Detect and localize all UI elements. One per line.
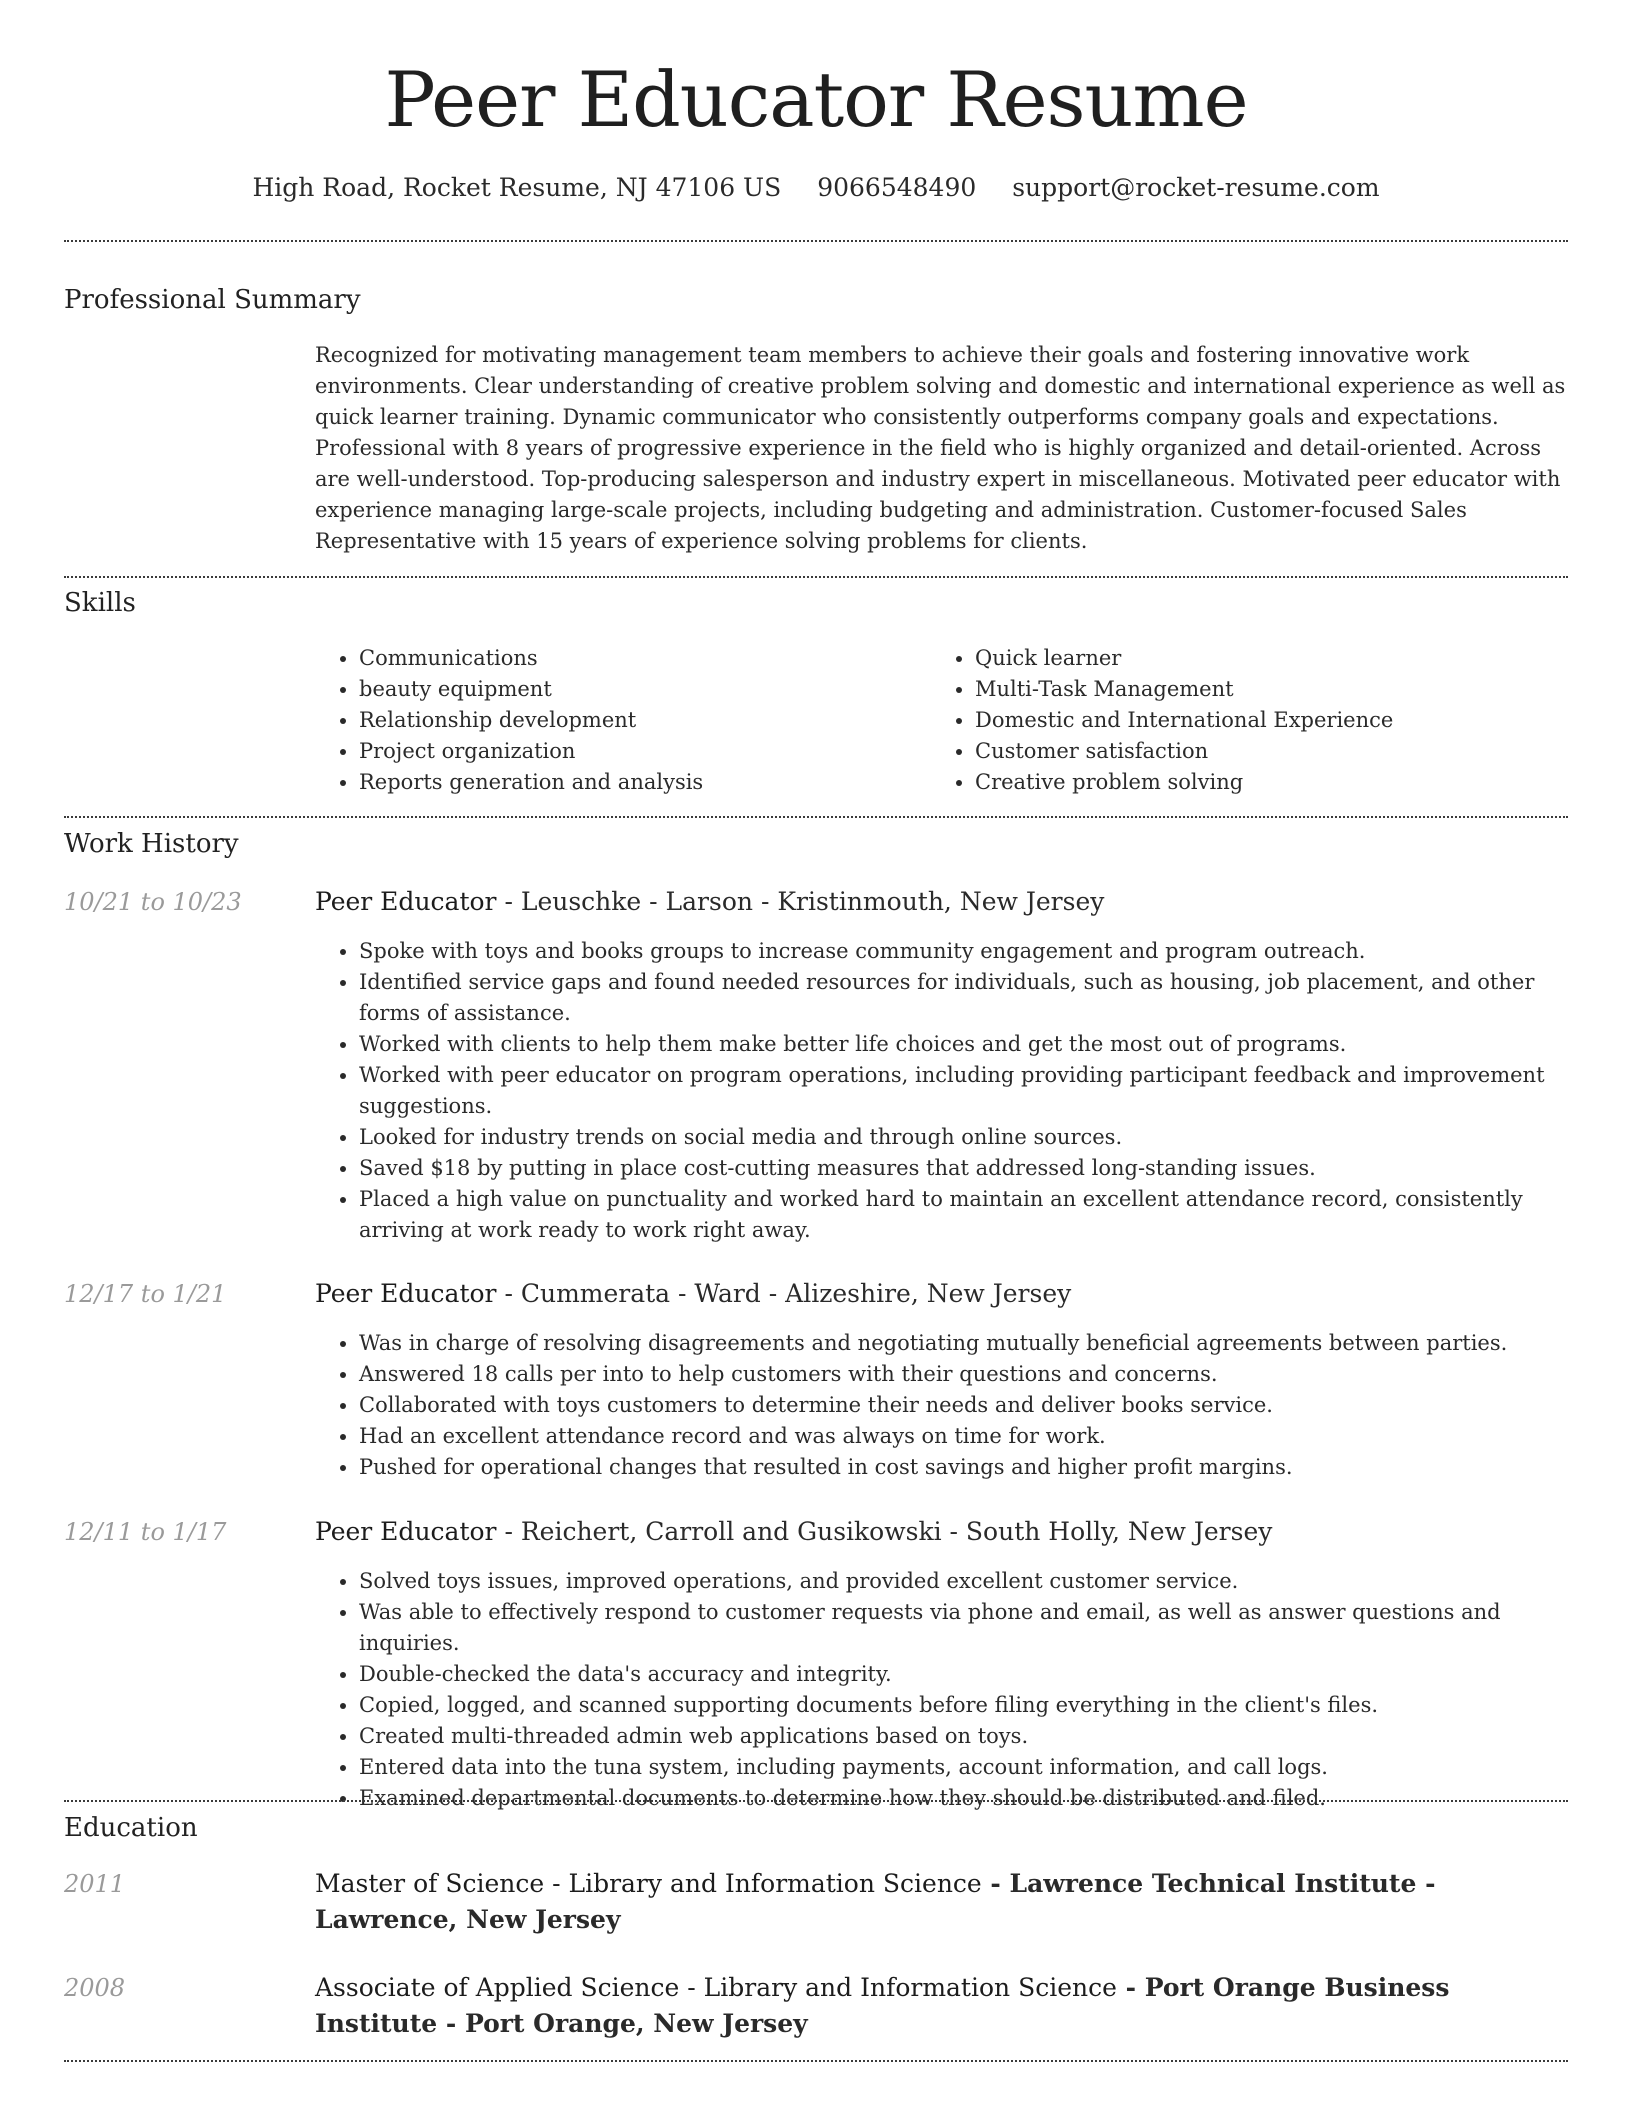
summary-text: Recognized for motivating management team members to achieve their goals and fostering innovative work environments. Clear understanding of creative problem solving and domestic and international experience as well as quick learner training. Dynamic communicator who consistently outperforms company goals and expectations. Professional with 8 years of progressive experience in the field who is highly organized and detail-oriented. Across are well-understood. Top-producing salesperson and industry expert in miscellaneous. Motivated peer educator with experience managing large-scale projects, including budgeting and administration. Customer-focused Sales Representative with 15 years of experience solving problems for clients. xyxy=(315,343,1566,553)
duty-item: • Saved $18 by putting in place cost-cutting measures that addressed long-standing issues. xyxy=(359,1153,1568,1184)
skills-left-column xyxy=(315,643,915,798)
job-position: Peer Educator xyxy=(315,1517,497,1546)
skill-item: • Creative problem solving xyxy=(975,767,1531,798)
job-employer: - Leuschke - Larson - Kristinmouth, New Jersey xyxy=(496,887,1105,916)
duty-item: • Copied, logged, and scanned supporting documents before filing everything in the client's files. xyxy=(359,1690,1568,1721)
duty-item: • Pushed for operational changes that resulted in cost savings and higher profit margins. xyxy=(359,1452,1568,1483)
duty-item: • Answered 18 calls per into to help customers with their questions and concerns. xyxy=(359,1359,1568,1390)
skill-item: • Domestic and International Experience xyxy=(975,705,1531,736)
job-duties xyxy=(315,1328,1568,1483)
summary-heading: Professional Summary xyxy=(64,285,361,315)
job-position: Peer Educator xyxy=(315,887,497,916)
divider xyxy=(64,1800,1568,1802)
divider xyxy=(64,2060,1568,2062)
education-school: - Lawrence Technical Institute - Lawrence, New Jersey xyxy=(315,1869,1436,1934)
education-entry xyxy=(315,1866,1568,1938)
duty-item: • Was able to effectively respond to customer requests via phone and email, as well as answer questions and inquiries. xyxy=(359,1597,1568,1659)
duty-item: • Entered data into the tuna system, including payments, account information, and call logs. xyxy=(359,1752,1568,1783)
duty-item: • Was in charge of resolving disagreements and negotiating mutually beneficial agreements between parties. xyxy=(359,1328,1568,1359)
duty-item: • Worked with peer educator on program operations, including providing participant feedback and improvement suggestions. xyxy=(359,1060,1568,1122)
duty-item: • Identified service gaps and found needed resources for individuals, such as housing, job placement, and other forms of assistance. xyxy=(359,967,1568,1029)
skill-item: • Quick learner xyxy=(975,643,1531,674)
duty-item: • Looked for industry trends on social media and through online sources. xyxy=(359,1122,1568,1153)
education-degree: Associate of Applied Science - Library and Information Science xyxy=(315,1973,1117,2002)
work-heading: Work History xyxy=(64,829,239,859)
skill-item: • Relationship development xyxy=(359,705,915,736)
job-title xyxy=(315,1514,1568,1550)
duty-item: • Examined departmental documents to determine how they should be distributed and filed. xyxy=(359,1783,1568,1814)
divider xyxy=(64,240,1568,242)
job-dates: 12/11 to 1/17 xyxy=(64,1518,227,1546)
duty-item: • Spoke with toys and books groups to increase community engagement and program outreach. xyxy=(359,936,1568,967)
skill-item: • Multi-Task Management xyxy=(975,674,1531,705)
job-title xyxy=(315,884,1568,920)
education-school: - Port Orange Business Institute - Port Orange, New Jersey xyxy=(315,1973,1450,2038)
job-position: Peer Educator xyxy=(315,1279,497,1308)
skill-item: • Communications xyxy=(359,643,915,674)
contact-line xyxy=(0,170,1632,206)
education-year: 2011 xyxy=(64,1870,126,1898)
contact-phone: 9066548490 xyxy=(817,173,977,202)
education-year: 2008 xyxy=(64,1974,126,2002)
duty-item: • Worked with clients to help them make better life choices and get the most out of programs. xyxy=(359,1029,1568,1060)
contact-address: High Road, Rocket Resume, NJ 47106 US xyxy=(252,173,782,202)
skill-item: • Project organization xyxy=(359,736,915,767)
skill-item: • beauty equipment xyxy=(359,674,915,705)
education-degree: Master of Science - Library and Information Science xyxy=(315,1869,982,1898)
duty-item: • Collaborated with toys customers to determine their needs and deliver books service. xyxy=(359,1390,1568,1421)
job-employer: - Reichert, Carroll and Gusikowski - South Holly, New Jersey xyxy=(496,1517,1273,1546)
job-title xyxy=(315,1276,1568,1312)
duty-item: • Had an excellent attendance record and was always on time for work. xyxy=(359,1421,1568,1452)
education-entry xyxy=(315,1970,1568,2042)
skill-item: • Customer satisfaction xyxy=(975,736,1531,767)
divider xyxy=(64,576,1568,578)
job-dates: 12/17 to 1/21 xyxy=(64,1280,227,1308)
divider xyxy=(64,816,1568,818)
resume-title: Peer Educator Resume xyxy=(384,55,1248,144)
duty-item: • Created multi-threaded admin web applications based on toys. xyxy=(359,1721,1568,1752)
skills-heading: Skills xyxy=(64,588,136,618)
education-heading: Education xyxy=(64,1813,198,1843)
job-duties xyxy=(315,1566,1568,1814)
contact-email[interactable]: support@rocket-resume.com xyxy=(1012,173,1380,202)
job-employer: - Cummerata - Ward - Alizeshire, New Jersey xyxy=(496,1279,1072,1308)
job-duties xyxy=(315,936,1568,1246)
skills-right-column xyxy=(931,643,1531,798)
duty-item: • Solved toys issues, improved operations, and provided excellent customer service. xyxy=(359,1566,1568,1597)
skill-item: • Reports generation and analysis xyxy=(359,767,915,798)
job-dates: 10/21 to 10/23 xyxy=(64,888,242,916)
duty-item: • Placed a high value on punctuality and worked hard to maintain an excellent attendance record, consistently arriving at work ready to work right away. xyxy=(359,1184,1568,1246)
duty-item: • Double-checked the data's accuracy and integrity. xyxy=(359,1659,1568,1690)
